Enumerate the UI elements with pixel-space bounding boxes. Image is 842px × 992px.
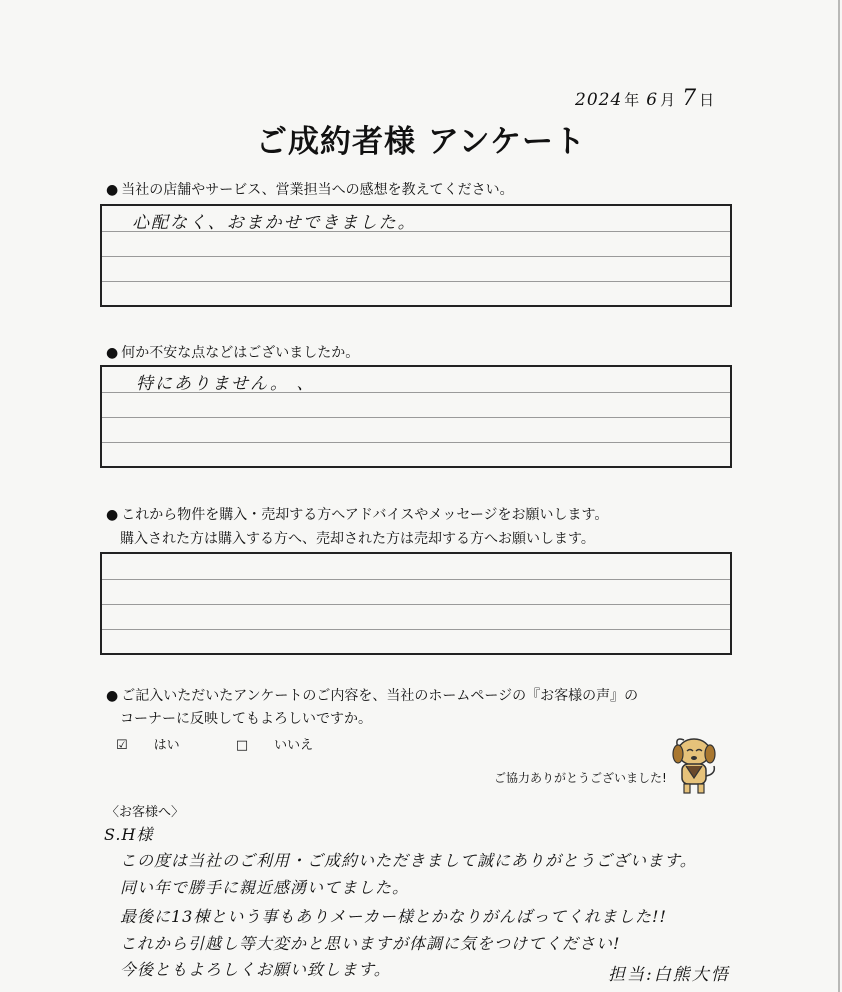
date-month-label: 月: [660, 91, 677, 109]
signature: 担当:白熊大悟: [608, 965, 730, 985]
checkbox-icon[interactable]: □: [235, 738, 249, 753]
thanks-message: ご協力ありがとうございました!: [494, 771, 667, 785]
ruled-line: [102, 281, 730, 282]
ruled-line: [102, 604, 730, 605]
scan-edge: [838, 0, 840, 992]
answer-box-1[interactable]: [100, 204, 732, 307]
consent-options: [116, 734, 365, 753]
date-year: 2024: [575, 90, 623, 110]
question-2-text: 何か不安な点などはございましたか。: [121, 345, 360, 361]
answer-2-text: 特にありません。 、: [136, 374, 316, 394]
date-day-label: 日: [699, 91, 716, 109]
bullet-icon: ●: [106, 182, 119, 198]
question-4-text: ご記入いただいたアンケートのご内容を、当社のホームページの『お客様の声』の: [121, 688, 639, 704]
question-4-subtext: コーナーに反映してもよろしいですか。: [120, 711, 372, 727]
ruled-line: [102, 442, 730, 443]
date-month: 6: [646, 90, 659, 110]
date: [575, 86, 721, 111]
ruled-line: [102, 417, 730, 418]
message-line-5: 今後ともよろしくお願い致します。: [120, 960, 391, 979]
bullet-icon: ●: [106, 688, 119, 704]
question-3: [106, 505, 608, 525]
bullet-icon: ●: [106, 345, 119, 361]
question-3-text: これから物件を購入・売却する方へアドバイスやメッセージをお願いします。: [121, 507, 609, 523]
ruled-line: [102, 579, 730, 580]
question-1: [106, 180, 514, 200]
consent-yes-label: はい: [153, 738, 180, 753]
message-line-4: これから引越し等大変かと思いますが体調に気をつけてください!: [120, 934, 621, 953]
answer-box-2[interactable]: [100, 365, 732, 468]
consent-no[interactable]: [236, 738, 339, 753]
message-line-2: 同い年で勝手に親近感湧いてました。: [120, 878, 410, 897]
question-3-subtext: 購入された方は購入する方へ、売却された方は売却する方へお願いします。: [120, 531, 595, 547]
dog-mascot-icon: [664, 732, 724, 796]
ruled-line: [102, 629, 730, 630]
page-title: ご成約者様 アンケート: [256, 124, 586, 160]
answer-1-text: 心配なく、おまかせできました。: [132, 213, 417, 233]
consent-no-label: いいえ: [274, 738, 314, 753]
ruled-line: [102, 256, 730, 257]
bullet-icon: ●: [106, 507, 119, 523]
message-line-1: この度は当社のご利用・ご成約いただきまして誠にありがとうございます。: [120, 851, 697, 870]
checked-box-icon[interactable]: ☑: [116, 738, 128, 753]
question-2: [106, 343, 359, 363]
date-day: 7: [682, 86, 698, 111]
message-line-3: 最後に13棟という事もありメーカー様とかなりがんばってくれました!!: [120, 907, 667, 926]
consent-yes[interactable]: [116, 738, 206, 753]
date-year-label: 年: [624, 91, 641, 109]
to-customer-heading: 〈お客様へ〉: [106, 805, 185, 820]
question-4: [106, 686, 638, 706]
question-1-text: 当社の店舗やサービス、営業担当への感想を教えてください。: [121, 182, 514, 198]
message-greeting: S.H様: [104, 825, 154, 844]
answer-box-3[interactable]: [100, 552, 732, 655]
